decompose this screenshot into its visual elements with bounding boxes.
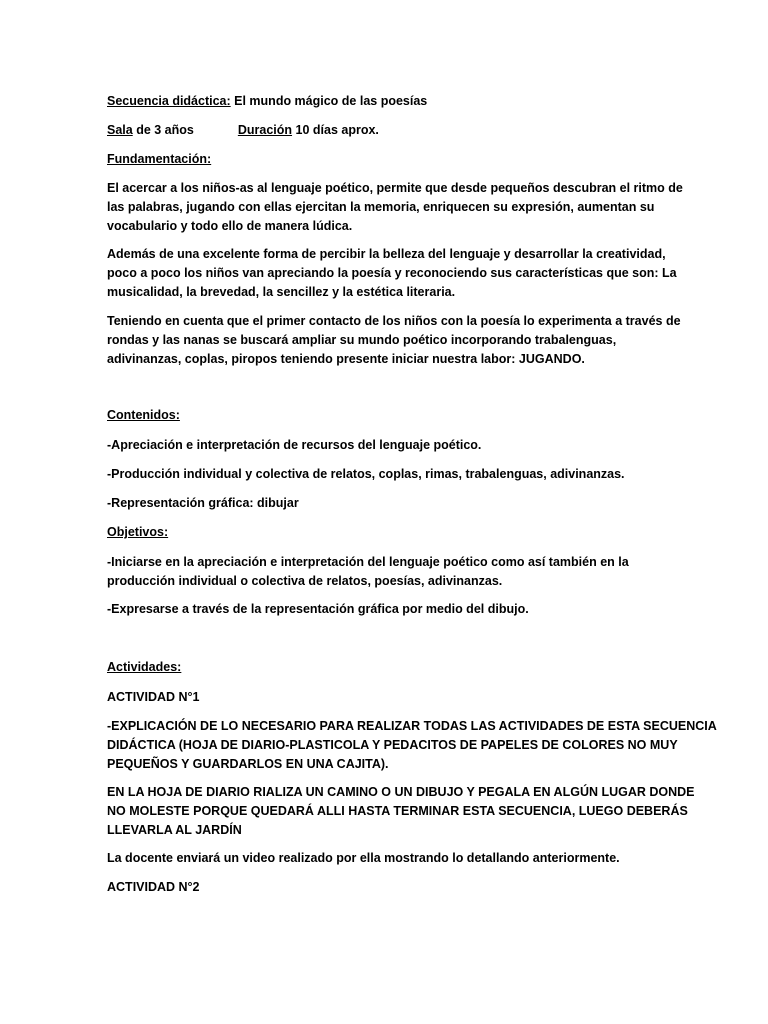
- duracion-label: Duración: [237, 123, 293, 137]
- paragraph-line: musicalidad, la brevedad, la sencillez y la estética literaria.: [107, 285, 456, 299]
- contenidos-item: -Representación gráfica: dibujar: [107, 496, 299, 510]
- paragraph-line: LLEVARLA AL JARDÍN: [107, 823, 242, 837]
- actividad-1-title: ACTIVIDAD N°1: [107, 690, 200, 704]
- secuencia-title: El mundo mágico de las poesías: [230, 94, 428, 108]
- paragraph-line: DIDÁCTICA (HOJA DE DIARIO-PLASTICOLA Y PEDACITOS DE PAPELES DE COLORES NO MUY: [107, 738, 678, 752]
- contenidos-heading: Contenidos:: [107, 408, 180, 422]
- paragraph-line: poco a poco los niños van apreciando la poesía y reconociendo sus características que son: La: [107, 266, 677, 280]
- paragraph-line: -Iniciarse en la apreciación e interpretación del lenguaje poético como así también en la: [107, 555, 629, 569]
- fundamentacion-paragraph-3: [107, 312, 681, 369]
- paragraph-line: rondas y las nanas se buscará ampliar su mundo poético incorporando trabalenguas,: [107, 333, 617, 347]
- contenidos-item: -Apreciación e interpretación de recursos del lenguaje poético.: [107, 438, 482, 452]
- paragraph-line: Teniendo en cuenta que el primer contacto de los niños con la poesía lo experimenta a través de: [107, 314, 681, 328]
- objetivos-item-1: [107, 553, 662, 591]
- paragraph-line: Además de una excelente forma de percibir la belleza del lenguaje y desarrollar la creatividad,: [107, 247, 666, 261]
- actividad-1-paragraph-1: [107, 717, 717, 774]
- contenidos-item: -Producción individual y colectiva de relatos, coplas, rimas, trabalenguas, adivinanzas.: [107, 467, 625, 481]
- objetivos-item-2: -Expresarse a través de la representación gráfica por medio del dibujo.: [107, 602, 529, 616]
- fundamentacion-heading: Fundamentación:: [107, 152, 212, 166]
- actividad-1-paragraph-3: La docente enviará un video realizado por ella mostrando lo detallando anteriormente.: [107, 851, 620, 865]
- paragraph-line: EN LA HOJA DE DIARIO RIALIZA UN CAMINO O UN DIBUJO Y PEGALA EN ALGÚN LUGAR DONDE: [107, 785, 695, 799]
- paragraph-line: producción individual o colectiva de relatos, poesías, adivinanzas.: [107, 574, 503, 588]
- paragraph-line: las palabras, jugando con ellas ejercitan la memoria, enriquecen su expresión, aumentan su: [107, 200, 655, 214]
- paragraph-line: PEQUEÑOS Y GUARDARLOS EN UNA CAJITA).: [107, 757, 389, 771]
- paragraph-line: -EXPLICACIÓN DE LO NECESARIO PARA REALIZAR TODAS LAS ACTIVIDADES DE ESTA SECUENCIA: [107, 719, 717, 733]
- fundamentacion-paragraph-1: [107, 179, 683, 236]
- paragraph-line: vocabulario y todo ello de manera lúdica.: [107, 219, 353, 233]
- actividad-1-paragraph-2: [107, 783, 695, 840]
- sala-value: de 3 años: [132, 123, 194, 137]
- actividades-heading: Actividades:: [107, 660, 182, 674]
- secuencia-label: Secuencia didáctica:: [107, 94, 231, 108]
- sala-duracion-line: [107, 121, 667, 140]
- title-line: [107, 92, 667, 111]
- sala-label: Sala: [107, 123, 133, 137]
- paragraph-line: adivinanzas, coplas, piropos teniendo presente iniciar nuestra labor: JUGANDO.: [107, 352, 585, 366]
- paragraph-line: NO MOLESTE PORQUE QUEDARÁ ALLI HASTA TERMINAR ESTA SECUENCIA, LUEGO DEBERÁS: [107, 804, 688, 818]
- fundamentacion-paragraph-2: [107, 245, 677, 302]
- duracion-value: 10 días aprox.: [292, 123, 379, 137]
- actividad-2-title: ACTIVIDAD N°2: [107, 880, 200, 894]
- objetivos-heading: Objetivos:: [107, 525, 169, 539]
- paragraph-line: El acercar a los niños-as al lenguaje poético, permite que desde pequeños descubran el ritmo de: [107, 181, 683, 195]
